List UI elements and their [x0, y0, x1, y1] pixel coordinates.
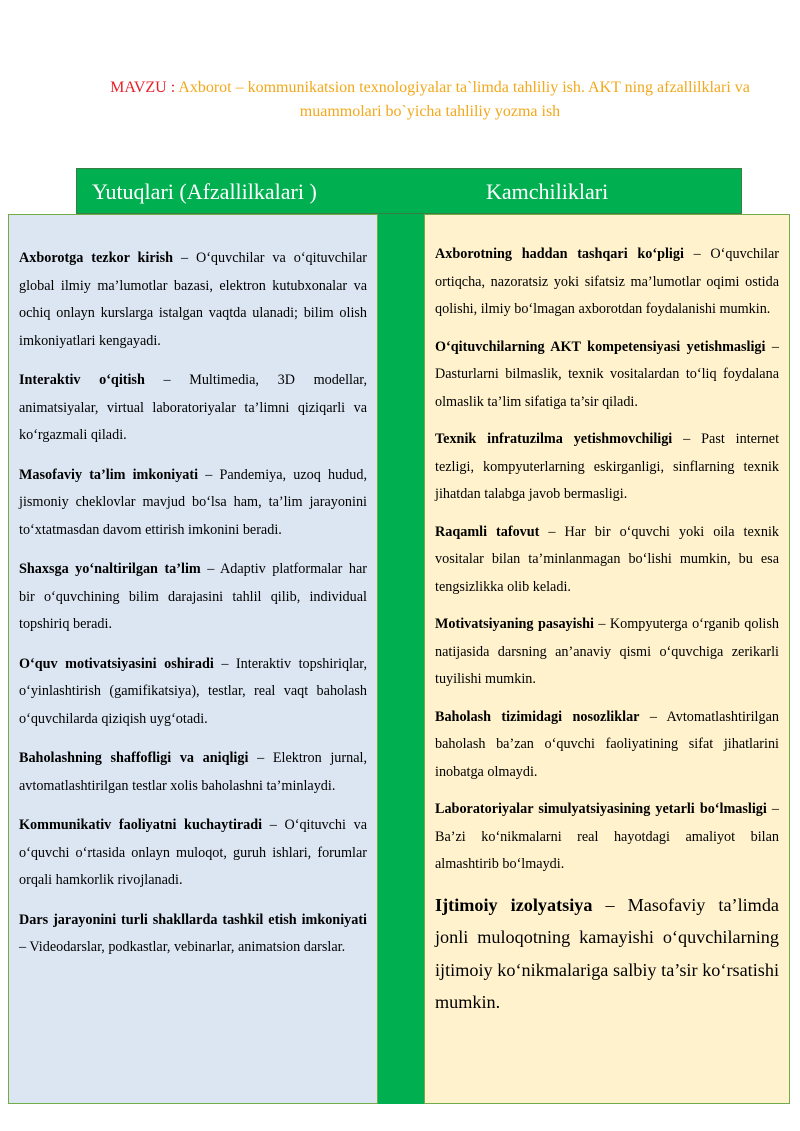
center-divider: [378, 214, 424, 1104]
advantage-term: Interaktiv o‘qitish: [19, 372, 145, 388]
disadvantage-item: [435, 889, 779, 1019]
advantages-header: Yutuqlari (Afzallilkalari ): [92, 179, 317, 204]
disadvantage-term: Raqamli tafovut: [435, 523, 540, 540]
disadvantage-term: Axborotning haddan tashqari ko‘pligi: [435, 246, 684, 262]
advantage-item: [19, 745, 367, 800]
disadvantage-item: [435, 519, 779, 602]
disadvantages-header: Kamchiliklari: [486, 179, 609, 204]
disadvantage-desc: – Past internet tezligi, kompyuterlarning eskirganligi, sinflarning texnik jihatdan talabga javob bermasligi.: [435, 431, 780, 502]
disadvantage-desc: – Avtomatlashtirilgan baholash ba’zan o‘quvchi faoliyatining sifat jihatlarini inobatga olmaydi.: [435, 708, 779, 780]
advantage-desc: – Pandemiya, uzoq hudud, jismoniy cheklovlar mavjud bo‘lsa ham, ta’lim jarayonini to‘xtatmasdan davom ettirish imkonini beradi.: [19, 466, 367, 538]
disadvantage-item: [435, 241, 779, 324]
disadvantage-desc: – O‘quvchilar ortiqcha, nazoratsiz yoki sifatsiz ma’lumotlar oqimi ostida qolishi, ilmiy bo‘lmagan axborotdan foydalanishi mumkin.: [435, 246, 779, 317]
disadvantage-term: O‘qituvchilarning AKT kompetensiyasi yetishmasligi: [435, 338, 766, 355]
advantage-term: Masofaviy ta’lim imkoniyati: [19, 466, 199, 483]
disadvantage-item: [435, 426, 779, 509]
title-text: Axborot – kommunikatsion texnologiyalar ta`limda tahliliy ish. AKT ning afzallilklari va muammolari bo`yicha tahliliy yozma ish: [178, 79, 750, 120]
disadvantage-desc: – Masofaviy ta’limda jonli muloqotning kamayishi o‘quvchilarning ijtimoiy ko‘nikmalariga salbiy ta’sir ko‘rsatishi mumkin.: [435, 894, 779, 1012]
disadvantage-desc: – Har bir o‘quvchi yoki oila texnik vositalar bilan ta’minlanmagan bo‘lishi mumkin, bu esa tengsizlikka olib keladi.: [435, 523, 779, 595]
disadvantage-term: Motivatsiyaning pasayishi: [435, 616, 594, 632]
advantage-term: Dars jarayonini turli shakllarda tashkil etish imkoniyati: [19, 911, 367, 928]
advantage-desc: – Interaktiv topshiriqlar, o‘yinlashtirish (gamifikatsiya), testlar, real vaqt baholash o‘quvchilarda qiziqish uyg‘otadi.: [19, 655, 367, 727]
advantage-desc: – Videodarslar, podkastlar, vebinarlar, animatsion darslar.: [19, 939, 346, 955]
advantage-item: [19, 907, 367, 962]
disadvantage-item: [435, 704, 779, 787]
disadvantage-item: [435, 796, 779, 879]
advantage-desc: – Elektron jurnal, avtomatlashtirilgan testlar xolis baholashni ta’minlaydi.: [19, 750, 367, 794]
title-label: MAVZU :: [110, 79, 179, 96]
advantage-desc: – O‘quvchilar va o‘qituvchilar global ilmiy ma’lumotlar bazasi, elektron kutubxonalar va ochiq onlayn kurslarga istalgan vaqtda ulanadi; bilim olish imkoniyatlari kengayadi.: [19, 250, 367, 349]
advantage-item: [19, 245, 367, 355]
disadvantage-desc: – Kompyuterga o‘rganib qolish natijasida darsning an’anaviy qismi o‘quvchiga zerikarli tuyilishi mumkin.: [435, 616, 779, 687]
disadvantage-item: [435, 334, 779, 417]
disadvantages-panel: [424, 214, 790, 1104]
disadvantage-term: Laboratoriyalar simulyatsiyasining yetarli bo‘lmasligi: [435, 801, 767, 817]
advantage-term: O‘quv motivatsiyasini oshiradi: [19, 655, 214, 672]
disadvantage-term: Baholash tizimidagi nosozliklar: [435, 708, 640, 725]
advantage-item: [19, 462, 367, 545]
disadvantage-desc: – Dasturlarni bilmaslik, texnik vositalardan to‘liq foydalana olmaslik ta’lim sifatiga ta’sir qiladi.: [435, 338, 780, 410]
advantage-desc: – Adaptiv platformalar har bir o‘quvchining bilim darajasini tahlil qilib, individual topshiriq beradi.: [19, 561, 368, 632]
advantage-item: [19, 812, 367, 895]
advantage-item: [19, 651, 367, 734]
disadvantage-desc: – Ba’zi ko‘nikmalarni real hayotdagi amaliyot bilan almashtirib bo‘lmaydi.: [435, 801, 779, 872]
advantage-term: Shaxsga yo‘naltirilgan ta’lim: [19, 561, 201, 577]
advantage-item: [19, 367, 367, 450]
advantage-item: [19, 556, 367, 639]
advantage-term: Axborotga tezkor kirish: [19, 250, 174, 266]
advantage-desc: – Multimedia, 3D modellar, animatsiyalar, virtual laboratoriyalar ta’limni qiziqarli va ko‘rgazmali qiladi.: [19, 372, 367, 443]
disadvantage-term: Texnik infratuzilma yetishmovchiligi: [435, 431, 673, 447]
advantage-term: Kommunikativ faoliyatni kuchaytiradi: [19, 817, 263, 833]
page-title: [110, 76, 750, 124]
advantage-desc: – O‘qituvchi va o‘quvchi o‘rtasida onlayn muloqot, guruh ishlari, forumlar orqali hamkorlik rivojlanadi.: [19, 817, 367, 888]
advantages-panel: [8, 214, 378, 1104]
disadvantage-item: [435, 611, 779, 694]
disadvantage-term: Ijtimoiy izolyatsiya: [435, 894, 593, 915]
advantage-term: Baholashning shaffofligi va aniqligi: [19, 750, 249, 766]
